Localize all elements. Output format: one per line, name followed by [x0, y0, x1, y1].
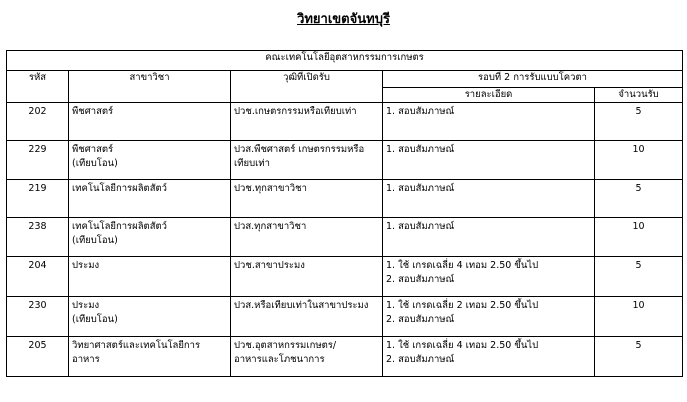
table-row: [7, 141, 683, 180]
table-row: [7, 257, 683, 297]
qualification-cell-line: เทียบเท่า: [234, 158, 270, 169]
detail-cell: [383, 103, 595, 141]
detail-cell-line: 1. ใช้ เกรดเฉลี่ย 2 เทอม 2.50 ขึ้นไป: [386, 300, 539, 311]
major-cell-line: เทคโนโลยีการผลิตสัตว์: [72, 183, 167, 194]
code-cell: 204: [7, 257, 69, 297]
table-row: [7, 180, 683, 218]
qualification-cell: [231, 297, 383, 337]
detail-cell: [383, 218, 595, 257]
detail-cell: [383, 257, 595, 297]
major-cell-line: (เทียบโอน): [72, 158, 118, 169]
major-cell-line: ประมง: [72, 260, 100, 271]
count-cell: 5: [595, 337, 683, 377]
major-cell-line: (เทียบโอน): [72, 314, 118, 325]
major-cell: [69, 297, 231, 337]
major-cell-line: พืชศาสตร์: [72, 144, 114, 155]
detail-cell-line: 2. สอบสัมภาษณ์: [386, 274, 455, 285]
count-header: จำนวนรับ: [595, 88, 683, 103]
detail-cell: [383, 141, 595, 180]
round-header: รอบที่ 2 การรับแบบโควตา: [383, 71, 683, 88]
detail-header: รายละเอียด: [383, 88, 595, 103]
qualification-cell-line: ปวช.ทุกสาขาวิชา: [234, 183, 307, 194]
code-cell: 230: [7, 297, 69, 337]
qualification-cell: [231, 103, 383, 141]
detail-cell-line: 1. ใช้ เกรดเฉลี่ย 4 เทอม 2.50 ขึ้นไป: [386, 340, 539, 351]
detail-cell-line: 1. สอบสัมภาษณ์: [386, 106, 455, 117]
detail-cell: [383, 297, 595, 337]
qualification-cell: [231, 218, 383, 257]
table-row: [7, 337, 683, 377]
code-cell: 202: [7, 103, 69, 141]
detail-cell-line: 2. สอบสัมภาษณ์: [386, 314, 455, 325]
code-cell: 219: [7, 180, 69, 218]
table-row: [7, 218, 683, 257]
qualification-header: วุฒิที่เปิดรับ: [231, 71, 383, 103]
faculty-header: คณะเทคโนโลยีอุตสาหกรรมการเกษตร: [7, 51, 683, 71]
qualification-cell-line: ปวช.เกษตรกรรมหรือเทียบเท่า: [234, 106, 357, 117]
table-row: [7, 297, 683, 337]
major-cell-line: พืชศาสตร์: [72, 106, 114, 117]
count-cell: 10: [595, 218, 683, 257]
code-header: รหัส: [7, 71, 69, 103]
detail-cell: [383, 180, 595, 218]
code-cell: 229: [7, 141, 69, 180]
major-header: สาขาวิชา: [69, 71, 231, 103]
detail-cell-line: 2. สอบสัมภาษณ์: [386, 354, 455, 365]
major-cell: [69, 337, 231, 377]
qualification-cell-line: ปวส.หรือเทียบเท่าในสาขาประมง: [234, 300, 369, 311]
count-cell: 10: [595, 141, 683, 180]
table-row: [7, 103, 683, 141]
qualification-cell-line: ปวช.อุตสาหกรรมเกษตร/: [234, 340, 337, 351]
major-cell-line: วิทยาศาสตร์และเทคโนโลยีการอาหาร: [72, 340, 201, 365]
qualification-cell-line: ปวส.พืชศาสตร์ เกษตรกรรมหรือ: [234, 144, 365, 155]
major-cell: [69, 141, 231, 180]
major-cell-line: ประมง: [72, 300, 100, 311]
qualification-cell-line: ปวช.สาขาประมง: [234, 260, 305, 271]
detail-cell-line: 1. สอบสัมภาษณ์: [386, 221, 455, 232]
major-cell-line: (เทียบโอน): [72, 235, 118, 246]
major-cell-line: เทคโนโลยีการผลิตสัตว์: [72, 221, 167, 232]
major-cell: [69, 257, 231, 297]
qualification-cell-line: อาหารและโภชนาการ: [234, 354, 325, 365]
qualification-cell-line: ปวส.ทุกสาขาวิชา: [234, 221, 307, 232]
quota-table: [6, 50, 683, 377]
detail-cell: [383, 337, 595, 377]
code-cell: 238: [7, 218, 69, 257]
qualification-cell: [231, 180, 383, 218]
detail-cell-line: 1. ใช้ เกรดเฉลี่ย 4 เทอม 2.50 ขึ้นไป: [386, 260, 539, 271]
code-cell: 205: [7, 337, 69, 377]
count-cell: 5: [595, 103, 683, 141]
detail-cell-line: 1. สอบสัมภาษณ์: [386, 183, 455, 194]
qualification-cell: [231, 337, 383, 377]
detail-cell-line: 1. สอบสัมภาษณ์: [386, 144, 455, 155]
count-cell: 5: [595, 257, 683, 297]
count-cell: 5: [595, 180, 683, 218]
major-cell: [69, 218, 231, 257]
qualification-cell: [231, 141, 383, 180]
count-cell: 10: [595, 297, 683, 337]
page-title: วิทยาเขตจันทบุรี: [297, 12, 390, 27]
major-cell: [69, 180, 231, 218]
major-cell: [69, 103, 231, 141]
qualification-cell: [231, 257, 383, 297]
